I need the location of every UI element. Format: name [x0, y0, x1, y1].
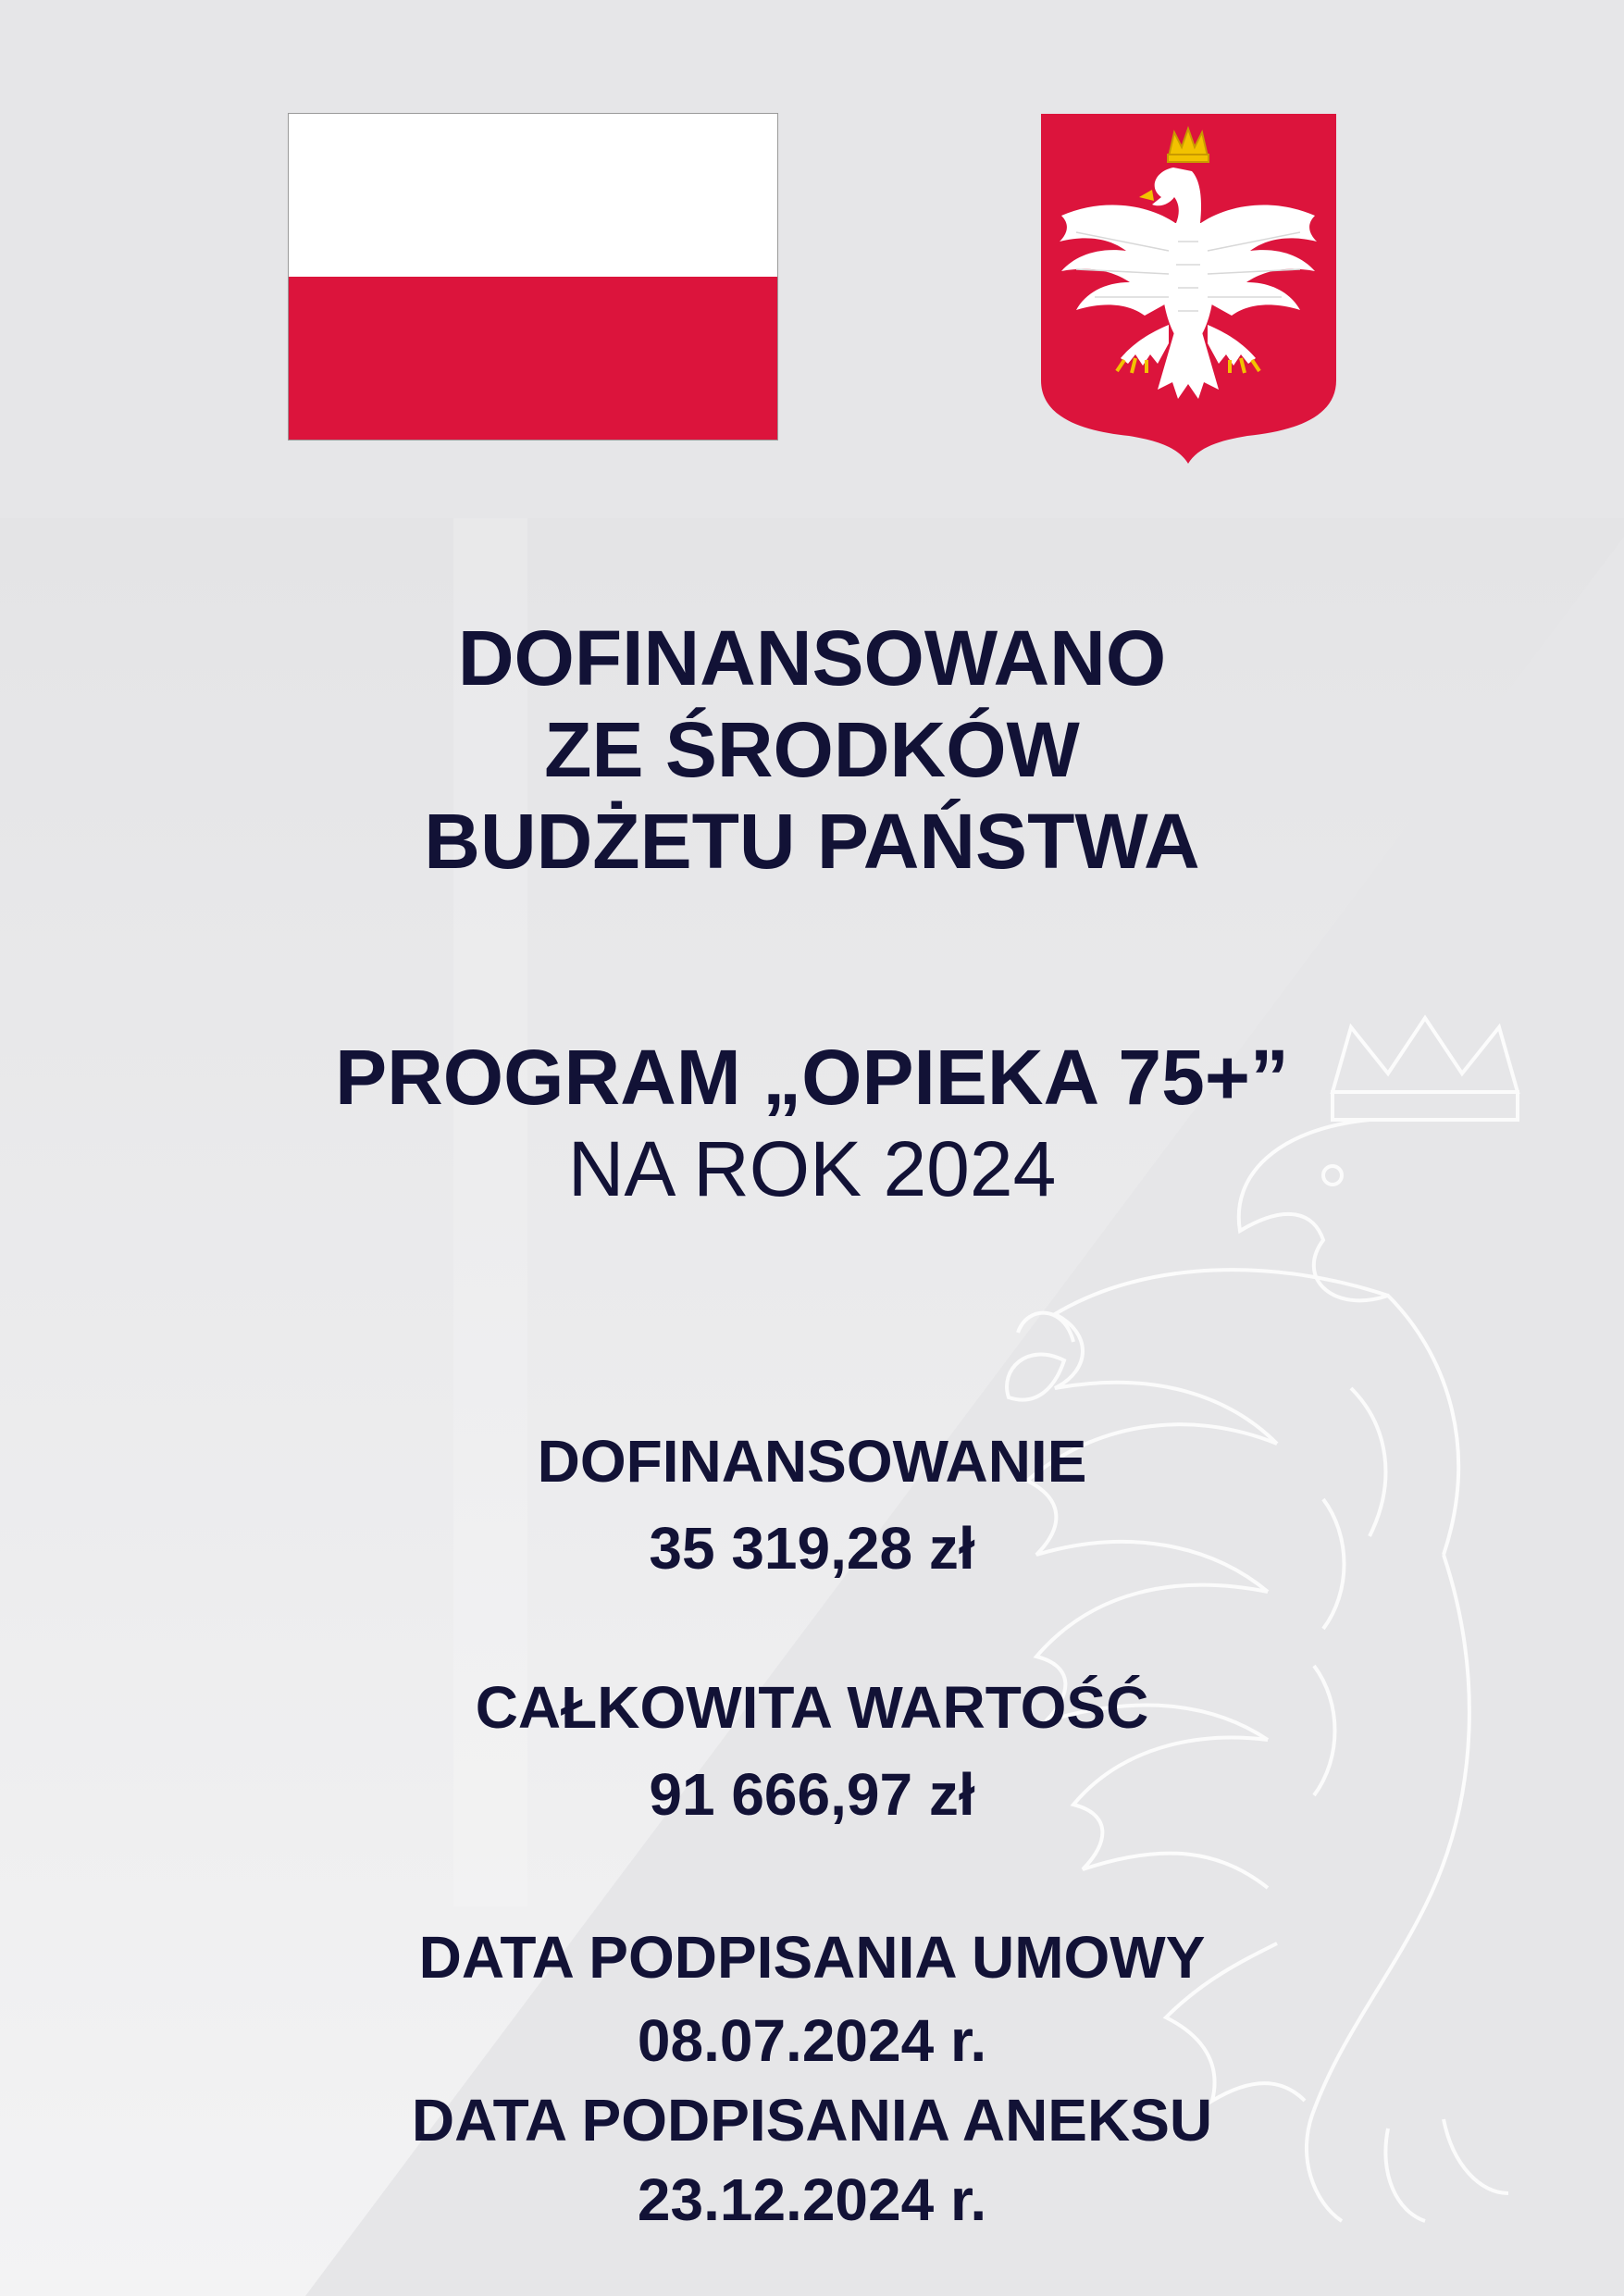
heading-line-3: BUDŻETU PAŃSTWA [424, 798, 1200, 885]
annex-date-value: 23.12.2024 r. [637, 2166, 987, 2233]
contract-date-label: DATA PODPISANIA UMOWY [418, 1924, 1206, 1991]
program-block [0, 1032, 1624, 1215]
annex-date-label: DATA PODPISANIA ANEKSU [411, 2087, 1213, 2153]
program-year: NA ROK 2024 [567, 1125, 1057, 1212]
coat-of-arms-eagle-icon [1039, 112, 1338, 464]
dates-block [0, 1914, 1624, 2240]
flag-red-stripe [289, 277, 777, 440]
heading-line-1: DOFINANSOWANO [457, 614, 1167, 701]
contract-date-value: 08.07.2024 r. [637, 2007, 987, 2074]
total-label: CAŁKOWITA WARTOŚĆ [475, 1674, 1149, 1741]
flag-white-stripe [289, 114, 777, 277]
total-value: 91 666,97 zł [649, 1761, 975, 1828]
funding-label: DOFINANSOWANIE [537, 1428, 1087, 1495]
polish-flag [288, 113, 778, 441]
funding-value: 35 319,28 zł [649, 1515, 975, 1582]
total-block [0, 1664, 1624, 1838]
program-name: PROGRAM „OPIEKA 75+” [335, 1034, 1289, 1121]
funding-block [0, 1418, 1624, 1592]
main-heading [0, 613, 1624, 887]
heading-line-2: ZE ŚRODKÓW [544, 706, 1080, 793]
